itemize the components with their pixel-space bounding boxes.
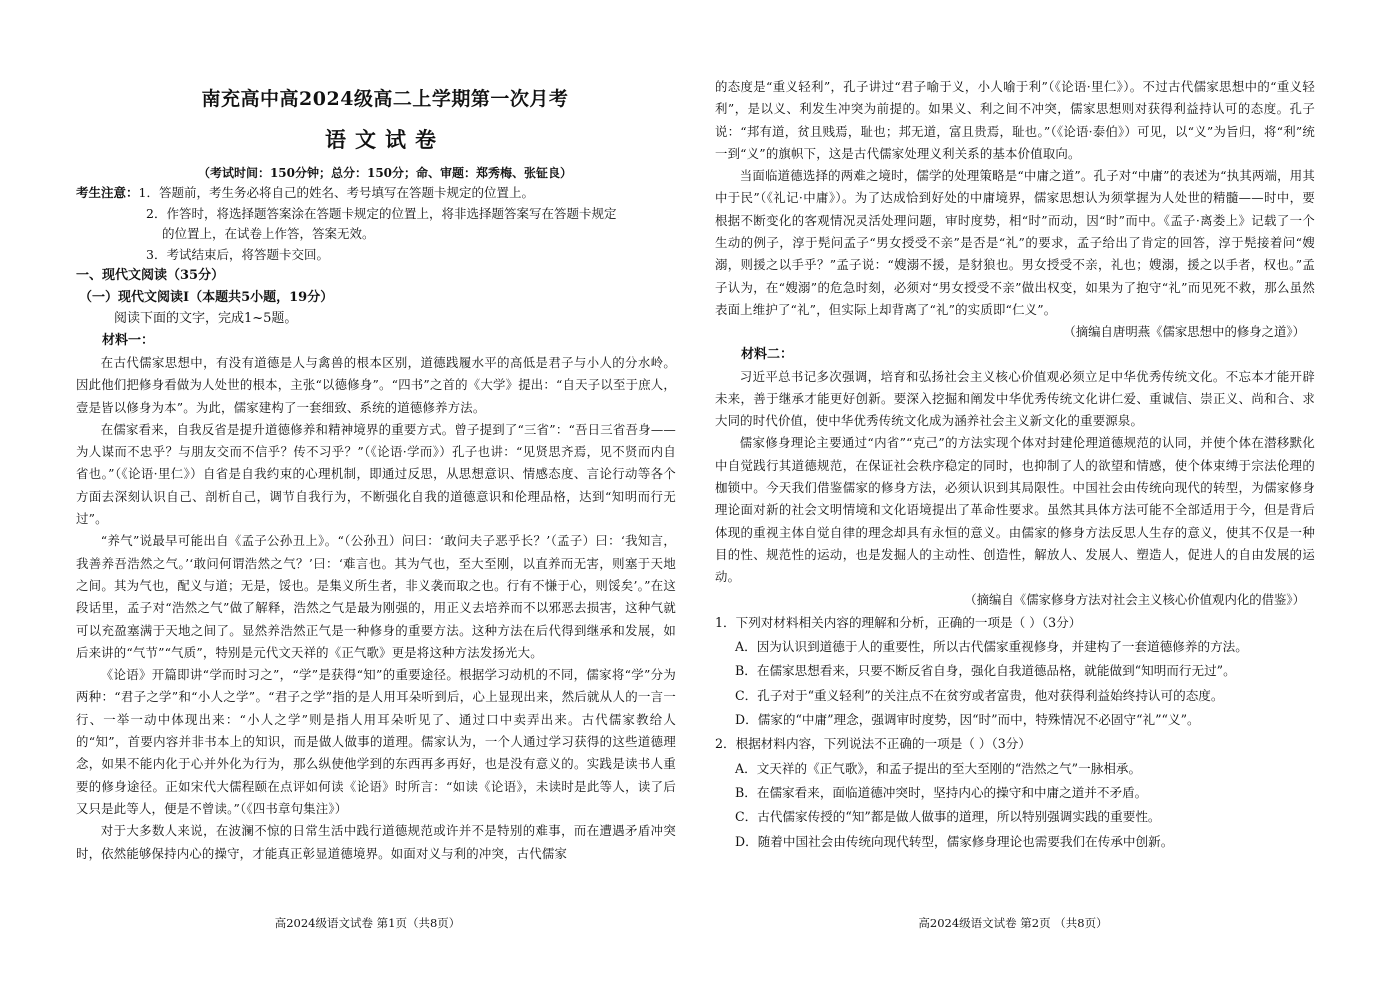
notice-item-1: 1．答题前，考生务必将自己的姓名、考号填写在答题卡规定的位置上。 [138,185,534,200]
exam-title: 南充高中高2024级高二上学期第一次月考 [201,88,569,110]
material-2-label: 材料二： [741,346,794,362]
page-footer: 高2024级语文试卷 第2页 （共8页） [918,916,1108,930]
option-c: C．孔子对于“重义轻利”的关注点不在贫穷或者富贵，他对获得利益始终持认可的态度。 [735,687,1224,703]
question-2 [715,732,1315,853]
reading-passage-right [715,76,1315,854]
option-d: D．儒家的“中庸”理念，强调审时度势，因“时”而中，特殊情况不必固守“礼”“义”。 [735,712,1200,728]
material-1-label: 材料一： [102,333,155,348]
notice-label: 考生注意： [76,185,139,200]
exam-info: （考试时间：150分钟；总分：150分；命、审题：郑秀梅、张钲良） [197,166,573,180]
notice-item-2: 2．作答时，将选择题答案涂在答题卡规定的位置上，将非选择题答案写在答题卡规定 [146,205,617,221]
reading-instruction: 阅读下面的文字，完成1~5题。 [114,311,298,326]
notice-line-1 [76,183,676,204]
option-b: B．在儒家思想看来，只要不断反省自身，强化自我道德品格，就能做到“知明而行无过”。 [735,663,1236,679]
paragraph: 对于大多数人来说，在波澜不惊的日常生活中践行道德规范或许并不是特别的难事，而在遭遇矛盾冲突时，依然能够保持内心的操守，才能真正彰显道德境界。如面对义与利的冲突，古代儒家 [76,823,676,861]
paragraph: 儒家修身理论主要通过“内省”“克己”的方法实现个体对封建伦理道德规范的认同，并使个体在潜移默化中自觉践行其道德规范，在保证社会秩序稳定的同时，也抑制了人的欲望和情感，使个体束缚于宗法伦理的枷锁中。今天我们借鉴儒家的修身方法，必须认识到其局限性。中国社会由传统向现代的转型，为儒家修身理论面对新的社会文明情境和文化语境提出了革命性要求。虽然其具体方法可能不全部适用于今，但是背后体现的重视主体自觉自律的理念却具有永恒的意义。由儒家的修身方法反思人生存的意义，使其不仅是一种目的性、规范性的运动，也是发掘人的主动性、创造性，解放人、发展人、塑造人，促进人的自由发展的运动。 [715,435,1315,585]
reading-passage-left [76,265,676,865]
page-2 [695,0,1391,983]
candidate-notice [76,183,676,265]
page-1 [0,0,695,983]
paragraph: 在古代儒家思想中，有没有道德是人与禽兽的根本区别，道德践履水平的高低是君子与小人的分水岭。因此他们把修身看做为人处世的根本，主张“以德修身”。“四书”之首的《大学》提出：“自天子以至于庶人，壹是皆以修身为本”。为此，儒家建构了一套细致、系统的道德修养方法。 [76,355,676,415]
paragraph: 当面临道德选择的两难之境时，儒学的处理策略是“中庸之道”。孔子对“中庸”的表述为“执其两端，用其中于民”（《礼记·中庸》）。为了达成恰到好处的中庸境界，儒家思想认为须掌握为人处世的精髓——时中，要根据不断变化的客观情况灵活处理问题，审时度势，相“时”而动，因“时”而中。《孟子·离娄上》记载了一个生动的例子，淳于髡问孟子“男女授受不亲”是否是“礼”的要求，孟子给出了肯定的回答，淳于髡接着问“嫂溺，则援之以手乎？”孟子说：“嫂溺不援，是豺狼也。男女授受不亲，礼也；嫂溺，援之以手者，权也。”孟子认为，在“嫂溺”的危急时刻，必须对“男女授受不亲”做出权变，如果为了抱守“礼”而见死不救，那么虽然表面上维护了“礼”，但实际上却背离了“礼”的实质即“仁义”。 [715,168,1315,317]
paragraph: 习近平总书记多次强调，培育和弘扬社会主义核心价值观必须立足中华优秀传统文化。不忘本才能开辟未来，善于继承才能更好创新。要深入挖掘和阐发中华优秀传统文化讲仁爱、重诚信、崇正义、尚和合、求大同的时代价值，使中华优秀传统文化成为涵养社会主义新文化的重要源泉。 [715,368,1315,429]
option-c: C．古代儒家传授的“知”都是做人做事的道理，所以特别强调实践的重要性。 [735,809,1161,825]
paragraph-continued: 的态度是“重义轻利”，孔子讲过“君子喻于义，小人喻于利”（《论语·里仁》）。不过古代儒家思想中的“重义轻利”，是以义、利发生冲突为前提的。如果义、利之间不冲突，儒家思想则对获得利益持认可的态度。孔子说：“邦有道，贫且贱焉，耻也；邦无道，富且贵焉，耻也。”（《论语·泰伯》）可见，以“义”为旨归，将“利”统一到“义”的旗帜下，这是古代儒家处理义利关系的基本价值取向。 [715,79,1315,161]
notice-item-3: 3．考试结束后，将答题卡交回。 [146,246,329,262]
section-heading: 一、现代文阅读（35分） [76,268,225,283]
source-citation-2: （摘编自《儒家修身方法对社会主义核心价值观内化的借鉴》） [964,591,1305,607]
notice-item-2-cont: 的位置上，在试卷上作答，答案无效。 [162,226,375,241]
subsection-heading: （一）现代文阅读Ⅰ（本题共5小题，19分） [79,290,334,305]
paragraph: 在儒家看来，自我反省是提升道德修养和精神境界的重要方式。曾子提到了“三省”：“吾日三省吾身——为人谋而不忠乎？与朋友交而不信乎？传不习乎？”（《论语·学而》）孔子也讲：“见贤思齐焉，见不贤而内自省也。”（《论语·里仁》）自省是自我约束的心理机制，即通过反思，从思想意识、情感态度、言论行动等各个方面去深刻认识自己、剖析自己，调节自我行为，不断强化自我的道德意识和伦理品格，达到“知明而行无过”。 [76,421,676,527]
paragraph: “养气”说最早可能出自《孟子公孙丑上》。“（公孙丑）问曰：‘敢问夫子恶乎长？’（孟子）曰：‘我知言，我善养吾浩然之气。’‘敢问何谓浩然之气？’曰：‘难言也。其为气也，至大至刚，以直养而无害，则塞于天地之间。其为气也，配义与道；无是，馁也。是集义所生者，非义袭而取之也。行有不慊于心，则馁矣’。”在这段话里，孟子对“浩然之气”做了解释，浩然之气是最为刚强的，用正义去培养而不以邪恶去损害，这种气就可以充盈塞满于天地之间了。显然养浩然正气是一种修身的重要方法。这种方法在后代得到继承和发展，如后来讲的“气节”“气质”，特别是元代文天祥的《正气歌》更是将这种方法发扬光大。 [76,533,676,660]
paper-subtitle: 语文试卷 [325,127,445,152]
option-a: A．文天祥的《正气歌》，和孟子提出的至大至刚的“浩然之气”一脉相承。 [735,760,1142,776]
page-footer: 高2024级语文试卷 第1页（共8页） [274,916,461,930]
option-a: A．因为认识到道德于人的重要性，所以古代儒家重视修身，并建构了一套道德修养的方法。 [735,639,1248,655]
option-b: B．在儒家看来，面临道德冲突时，坚持内心的操守和中庸之道并不矛盾。 [735,784,1148,800]
question-1 [715,611,1315,732]
option-d: D．随着中国社会由传统向现代转型，儒家修身理论也需要我们在传承中创新。 [735,833,1174,849]
question-stem: 2．根据材料内容，下列说法不正确的一项是（ ）（3分） [715,736,1031,752]
paragraph: 《论语》开篇即讲“学而时习之”，“学”是获得“知”的重要途径。根据学习动机的不同，儒家将“学”分为两种：“君子之学”和“小人之学”。“君子之学”指的是人用耳朵听到后，心上显现出来，然后就从人的一言一行、一举一动中体现出来：“小人之学”则是指人用耳朵听见了、通过口中卖弄出来。古代儒家教给人的“知”，首要内容并非书本上的知识，而是做人做事的道理。儒家认为，一个人通过学习获得的这些道德理念，如果不能内化于心并外化为行为，那么纵使他学到的东西再多再好，也是没有意义的。实践是读书人重要的修身途径。正如宋代大儒程颐在点评如何读《论语》时所言：“如读《论语》，未读时是此等人，读了后又只是此等人，便是不曾读。”（《四书章句集注》） [76,667,676,816]
question-stem: 1．下列对材料相关内容的理解和分析，正确的一项是（ ）（3分） [715,614,1082,630]
source-citation-1: （摘编自唐明燕《儒家思想中的修身之道》） [1063,324,1305,340]
